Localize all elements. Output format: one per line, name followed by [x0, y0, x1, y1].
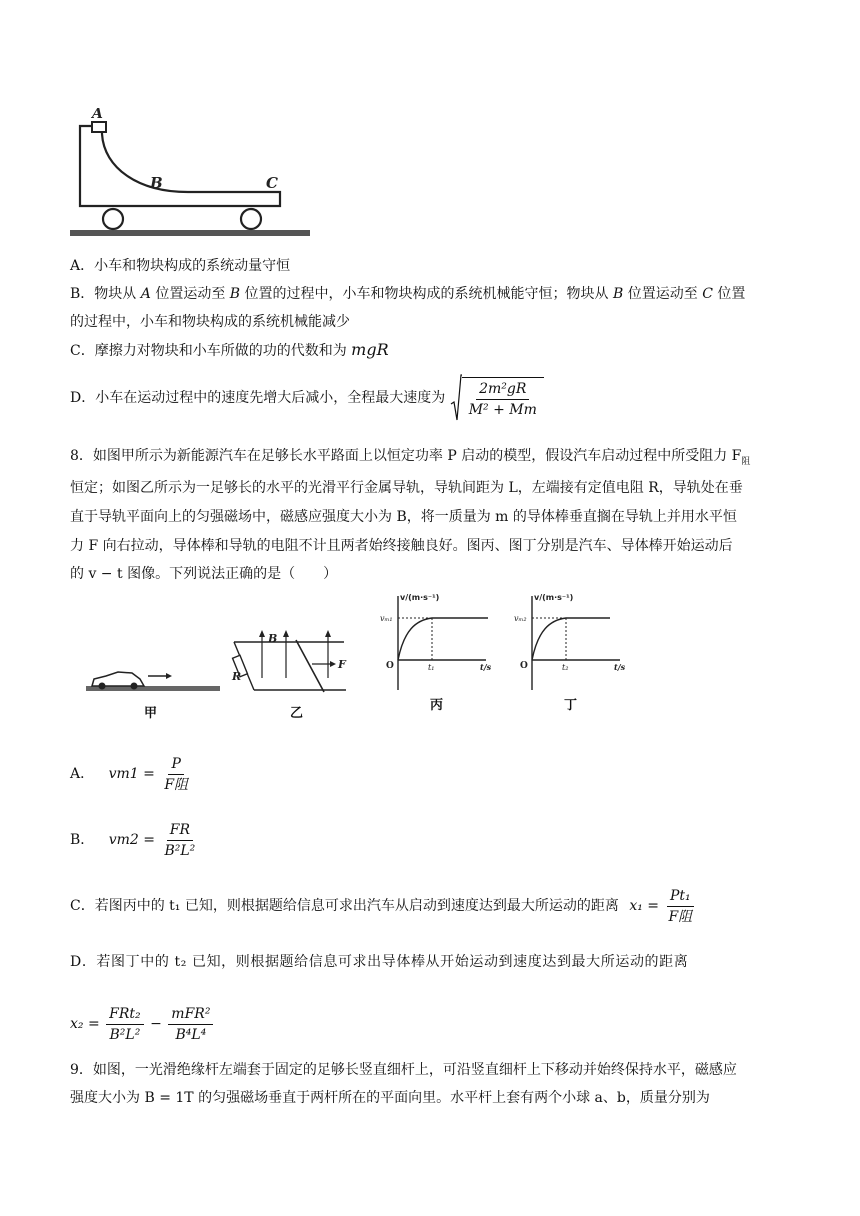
figure-yi-rails: [228, 628, 356, 696]
formula-lhs: vm2 =: [108, 832, 156, 848]
fraction: [106, 1005, 144, 1044]
car-wheel: [131, 683, 138, 690]
minus-sign: −: [150, 1016, 162, 1032]
sqrt-sign: [450, 374, 462, 422]
label-f: F: [338, 658, 346, 671]
q8-option-d-formula: [70, 1000, 215, 1048]
car-wheel: [99, 683, 106, 690]
arrow-head: [166, 673, 172, 679]
conductor-rod: [296, 640, 324, 692]
force-arrow-head: [330, 661, 336, 667]
numerator: FR: [167, 821, 193, 841]
y-axis-label: v/(m·s⁻¹): [400, 593, 440, 602]
label-a: A: [92, 108, 103, 122]
var-b: B: [612, 286, 624, 302]
vm-label: vₘ₂: [514, 614, 527, 623]
subscript: 阻: [741, 456, 751, 467]
vt-curve: [398, 618, 488, 660]
q8-option-b: [70, 818, 200, 862]
text: 位置运动至: [627, 286, 698, 302]
x-axis-label: t/s: [480, 662, 492, 672]
fraction: [466, 380, 540, 419]
label-b: B: [150, 174, 163, 192]
fraction: [665, 887, 695, 926]
var-b: B: [229, 286, 241, 302]
q7-option-d: [70, 374, 544, 422]
figure-yi-label: 乙: [290, 706, 304, 721]
cart-track-figure: [68, 108, 314, 242]
vm-label: vₘ₁: [380, 614, 393, 623]
sqrt-formula: [450, 374, 544, 422]
numerator: FRt₂: [106, 1005, 144, 1025]
fraction: [168, 1005, 213, 1044]
fraction: [161, 755, 191, 794]
q7-option-a: A．小车和物块构成的系统动量守恒: [70, 258, 291, 274]
q8-stem-line2: 恒定；如图乙所示为一足够长的水平的光滑平行金属导轨，导轨间距为 L，左端接有定值电阻 R，导轨处在垂: [70, 480, 743, 496]
vt-curve: [532, 618, 610, 660]
q7-option-b-line2: 的过程中，小车和物块构成的系统机械能减少: [70, 314, 350, 330]
q8-stem-line1: [70, 446, 750, 472]
text: C．摩擦力对物块和小车所做的功的代数和为: [70, 343, 347, 359]
t-label: t₂: [562, 663, 569, 672]
q9-stem-line1: 9．如图，一光滑绝缘杆左端套于固定的足够长竖直细杆上，可沿竖直细杆上下移动并始终保持水平，磁感应: [70, 1062, 737, 1078]
formula-lhs: vm1 =: [108, 766, 155, 782]
q8-option-a: [70, 752, 193, 796]
label-b: B: [268, 632, 278, 645]
formula-lhs: x₂ =: [70, 1016, 100, 1032]
q8-stem-line3: 直于导轨平面向上的匀强磁场中，磁感应强度大小为 B，将一质量为 m 的导体棒垂直搁在导轨上并用水平恒: [70, 509, 737, 525]
cart-body: [80, 126, 280, 206]
denominator: B²L²: [109, 1026, 141, 1043]
q8-option-d: D．若图丁中的 t₂ 已知，则根据题给信息可求出导体棒从开始运动到速度达到最大所运动的距离: [70, 954, 689, 970]
figure-jia-label: 甲: [144, 706, 158, 721]
figure-ding-graph: [510, 590, 636, 694]
formula-lhs: x₁ =: [629, 898, 660, 914]
y-axis-label: v/(m·s⁻¹): [534, 593, 574, 602]
ground: [70, 230, 310, 236]
option-label: B．: [70, 832, 95, 848]
denominator: M² + Mm: [468, 402, 537, 418]
var-c: C: [702, 286, 713, 302]
wheel-right: [241, 209, 261, 229]
denominator: B⁴L⁴: [175, 1026, 207, 1043]
figure-ding-label: 丁: [564, 698, 578, 713]
q9-stem-line2: 强度大小为 B = 1T 的匀强磁场垂直于两杆所在的平面向里。水平杆上套有两个小球 a、b，质量分别为: [70, 1090, 710, 1106]
field-arrow-head: [283, 630, 289, 637]
wheel-left: [103, 209, 123, 229]
figure-bing-graph: [376, 590, 502, 694]
numerator: Pt₁: [667, 887, 694, 907]
text: 位置运动至: [155, 286, 226, 302]
var-a: A: [140, 286, 151, 302]
x-axis-label: t/s: [614, 662, 626, 672]
denominator: B²L²: [164, 842, 196, 859]
q8-stem-line4: 力 F 向右拉动，导体棒和导轨的电阻不计且两者始终接触良好。图丙、图丁分别是汽车、导体棒开始运动后: [70, 538, 733, 554]
text: 位置: [717, 286, 746, 302]
fraction: [161, 821, 198, 860]
option-label: A．: [70, 766, 95, 782]
text: 8．如图甲所示为新能源汽车在足够长水平路面上以恒定功率 P 启动的模型，假设汽车启动过程中所受阻力 F: [70, 448, 742, 464]
text: B．物块从: [70, 286, 137, 302]
field-arrow-head: [259, 630, 265, 637]
field-arrow-head: [325, 630, 331, 637]
q7-option-b-line1: [70, 284, 745, 304]
numerator: mFR²: [168, 1005, 213, 1025]
numerator: P: [168, 755, 183, 775]
formula-mgr: mgR: [351, 340, 389, 359]
label-c: C: [266, 174, 278, 192]
q8-option-c: [70, 884, 697, 928]
block-a: [92, 122, 106, 132]
text: 位置的过程中，小车和物块构成的系统机械能守恒；物块从: [244, 286, 609, 302]
q7-option-c: [70, 340, 389, 361]
text: D．小车在运动过程中的速度先增大后减小，全程最大速度为: [70, 390, 446, 406]
t-label: t₁: [428, 663, 435, 672]
origin-label: O: [520, 661, 528, 671]
numerator: 2m²gR: [476, 380, 529, 400]
label-r: R: [232, 670, 242, 683]
figure-bing-label: 丙: [430, 698, 444, 713]
q8-stem-line5: 的 v − t 图像。下列说法正确的是（ ）: [70, 566, 338, 582]
text: C．若图丙中的 t₁ 已知，则根据题给信息可求出汽车从启动到速度达到最大所运动的距离: [70, 898, 619, 914]
denominator: F阻: [164, 776, 189, 793]
origin-label: O: [386, 661, 394, 671]
denominator: F阻: [668, 908, 693, 925]
